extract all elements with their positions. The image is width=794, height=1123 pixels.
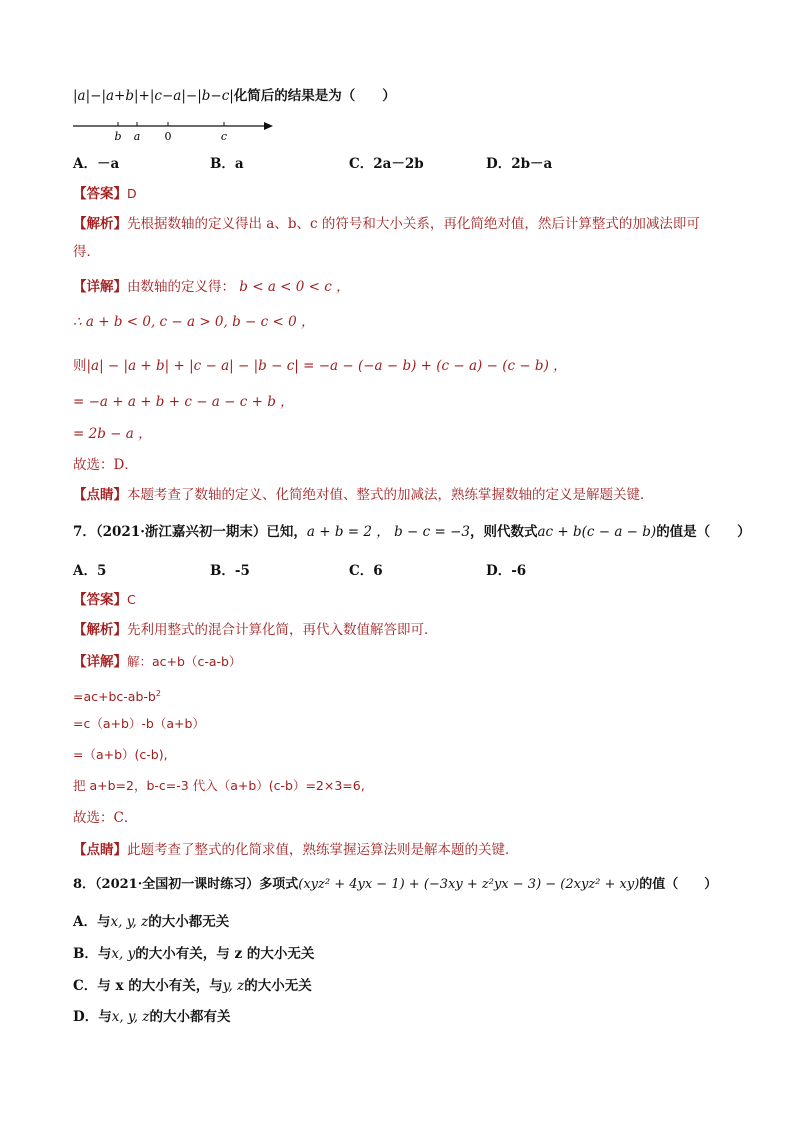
q7-stem bbox=[73, 522, 751, 542]
q7-detail-tag: 【详解】 bbox=[73, 654, 127, 670]
q7-choice-c: C．6 bbox=[349, 563, 383, 579]
q7-stem-suffix: 的值是（ ） bbox=[656, 524, 751, 540]
q8-stem-suffix: 的值（ ） bbox=[639, 877, 718, 892]
q7-step1-sup: 2 bbox=[155, 689, 161, 698]
q7-stem-math2: ac + b(c − a − b) bbox=[537, 524, 657, 540]
q8-choice-d-suffix: 的大小都有关 bbox=[149, 1009, 231, 1025]
q7-stem-math1: a + b = 2 ， b − c = −3 bbox=[306, 524, 470, 540]
q7-comment-tag: 【点睛】 bbox=[73, 842, 127, 858]
q7-stem-mid: ，则代数式 bbox=[469, 524, 538, 540]
q6-answer bbox=[73, 184, 137, 204]
numline-label-0: 0 bbox=[164, 130, 172, 143]
q7-detail bbox=[73, 652, 241, 672]
q6-analysis-tag: 【解析】 bbox=[73, 216, 127, 232]
q6-step2-line bbox=[73, 356, 567, 376]
q7-step4: 把 a+b=2，b-c=-3 代入（a+b）(c-b）=2×3=6, bbox=[73, 778, 365, 793]
q6-choice-d: D．2b－a bbox=[486, 156, 553, 172]
q7-answer-tag: 【答案】 bbox=[73, 592, 127, 608]
q6-detail-math: b < a < 0 < c ， bbox=[239, 279, 350, 295]
q7-analysis-tag: 【解析】 bbox=[73, 622, 127, 638]
q8-choice-a bbox=[73, 912, 229, 932]
q7-step1 bbox=[73, 684, 161, 707]
q7-comment-text: 此题考查了整式的化简求值，熟练掌握运算法则是解本题的关键． bbox=[127, 842, 519, 858]
q8-choice-d-prefix: D．与 bbox=[73, 1009, 112, 1025]
q7-analysis-text: 先利用整式的混合计算化简，再代入数值解答即可． bbox=[127, 622, 438, 638]
q6-stem bbox=[73, 86, 396, 106]
q6-step3: = −a + a + b + c − a − c + b ， bbox=[73, 394, 294, 410]
q6-choice-a: A．－a bbox=[73, 156, 120, 172]
q6-detail-text: 由数轴的定义得： bbox=[127, 279, 235, 295]
q6-stem-text: 化简后的结果是为（ ） bbox=[233, 88, 396, 104]
q8-choice-b-suffix: 的大小有关，与 z 的大小无关 bbox=[135, 946, 315, 962]
q7-choice-a: A．5 bbox=[73, 563, 107, 579]
q6-detail bbox=[73, 277, 350, 297]
q7-stem-prefix: 7．（2021·浙江嘉兴初一期末）已知， bbox=[73, 524, 307, 540]
q8-choice-b-prefix: B．与 bbox=[73, 946, 112, 962]
q6-detail-tag: 【详解】 bbox=[73, 279, 127, 295]
q8-choice-d bbox=[73, 1007, 230, 1027]
q8-stem bbox=[73, 875, 717, 895]
numline-label-c: c bbox=[220, 130, 228, 143]
q6-step4: = 2b − a ， bbox=[73, 426, 152, 442]
q6-answer-tag: 【答案】 bbox=[73, 186, 127, 202]
q8-choice-c-prefix: C．与 x 的大小有关，与 bbox=[73, 978, 223, 994]
q7-detail-text: 解：ac+b（c-a-b） bbox=[127, 654, 242, 669]
q8-choice-a-prefix: A．与 bbox=[73, 914, 111, 930]
q6-comment-text: 本题考查了数轴的定义、化简绝对值、整式的加减法，熟练掌握数轴的定义是解题关键． bbox=[127, 487, 654, 503]
number-line bbox=[73, 116, 283, 146]
q8-choice-c bbox=[73, 976, 312, 996]
q8-choice-a-suffix: 的大小都无关 bbox=[148, 914, 230, 930]
q7-comment bbox=[73, 840, 519, 860]
q7-choice-d: D．-6 bbox=[486, 563, 527, 579]
q8-stem-prefix: 8．（2021·全国初一课时练习）多项式 bbox=[73, 877, 299, 892]
numline-label-b: b bbox=[114, 130, 122, 143]
q6-choice-c: C．2a－2b bbox=[349, 156, 424, 172]
q6-comment bbox=[73, 485, 654, 505]
q7-step1-text: =ac+bc-ab-b bbox=[73, 689, 156, 705]
q8-choice-d-math: x, y, z bbox=[111, 1009, 150, 1025]
q7-analysis bbox=[73, 620, 438, 640]
q6-comment-tag: 【点睛】 bbox=[73, 487, 127, 503]
q7-answer-value: C bbox=[127, 592, 136, 607]
q8-choice-c-suffix: 的大小无关 bbox=[244, 978, 312, 994]
q6-stem-math: |a|−|a+b|+|c−a|−|b−c| bbox=[73, 88, 234, 104]
q6-analysis-line1: 先根据数轴的定义得出 a、b、c 的符号和大小关系，再化简绝对值，然后计算整式的加减法即可 bbox=[127, 216, 700, 232]
q6-choose: 故选：D． bbox=[73, 457, 138, 473]
q6-analysis bbox=[73, 214, 700, 234]
q8-choice-b bbox=[73, 944, 314, 964]
q6-step1: ∴ a + b < 0, c − a > 0, b − c < 0 ， bbox=[73, 314, 315, 330]
q6-step2-prefix: 则 bbox=[73, 358, 87, 374]
q6-analysis-line2: 得． bbox=[73, 244, 100, 260]
q8-choice-a-math: x, y, z bbox=[110, 914, 149, 930]
q6-answer-value: D bbox=[127, 186, 137, 201]
q8-choice-c-math: y, z bbox=[222, 978, 245, 994]
q6-step2: |a| − |a + b| + |c − a| − |b − c| = −a − (−a − b) + (c − a) − (c − b) ， bbox=[86, 358, 567, 374]
q7-step2: =c（a+b）-b（a+b） bbox=[73, 716, 205, 731]
q7-answer bbox=[73, 590, 136, 610]
q7-choose: 故选：C． bbox=[73, 810, 138, 826]
q8-choice-b-math: x, y bbox=[111, 946, 136, 962]
q8-stem-math: (xyz² + 4yx − 1) + (−3xy + z²yx − 3) − (2xyz² + xy) bbox=[298, 877, 640, 892]
q7-choice-b: B．-5 bbox=[210, 563, 250, 579]
q7-step3: =（a+b）(c-b), bbox=[73, 747, 168, 762]
numline-label-a: a bbox=[133, 130, 141, 143]
q6-choice-b: B．a bbox=[210, 156, 244, 172]
